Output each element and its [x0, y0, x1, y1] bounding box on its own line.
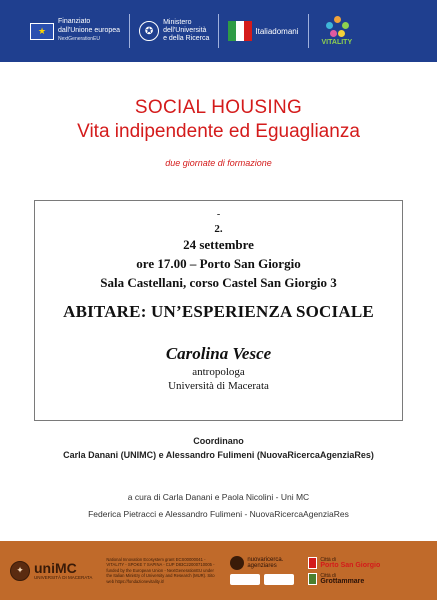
- speaker-role: antropologa: [192, 366, 245, 378]
- mur-line3: e della Ricerca: [163, 35, 210, 42]
- italiadomani-label: Italiadomani: [255, 26, 299, 36]
- session-number: 2.: [214, 223, 223, 235]
- eu-flag-icon: ★: [30, 23, 54, 40]
- vitality-dots-icon: [324, 16, 350, 38]
- nuovaricerca-line1: nuovaricerca.: [247, 556, 284, 563]
- programme-box: [34, 200, 403, 421]
- italiadomani-logo: [228, 21, 298, 41]
- unimc-name: uniMC: [34, 560, 77, 576]
- curated-line-1: a cura di Carla Danani e Paola Nicolini - Uni MC: [127, 492, 310, 502]
- city-logos: [308, 555, 380, 587]
- tagline: due giornate di formazione: [165, 158, 272, 168]
- unimc-logo: [10, 561, 92, 581]
- partner-badge-icon: [230, 574, 260, 585]
- grottammare-logo: [308, 573, 380, 585]
- eu-logo: [8, 18, 120, 44]
- vitality-logo: [322, 16, 353, 46]
- university-seal-icon: ✦: [10, 561, 30, 581]
- eu-line2: dall'Unione europea: [58, 26, 121, 34]
- header-divider: [308, 14, 309, 48]
- nuovaricerca-line2: agenziares: [247, 563, 277, 569]
- city2-name: Grottammare: [320, 577, 365, 585]
- city-shield-icon: [308, 573, 317, 585]
- main-title: SOCIAL HOUSING: [134, 97, 303, 118]
- subtitle: Vita indipendente ed Eguaglianza: [77, 121, 360, 142]
- header-band: [0, 0, 437, 62]
- speaker-name: Carolina Vesce: [165, 344, 272, 363]
- city-shield-icon: [308, 557, 317, 569]
- mur-line2: dell'Università: [163, 27, 207, 34]
- nuovaricerca-logo: [230, 556, 298, 585]
- funding-text: National Innovation Ecosystem grant ECS00000041 - VITALITY - SPOKE 7 SAPINA - CUP D83C22000710005 - funded by the European Union - NextGenerationEU under the Italian Ministry of University and Research (MUR). Sito web https://fondazionevitality.it/: [106, 556, 215, 584]
- session-time: ore 17.00 – Porto San Giorgio: [136, 256, 301, 271]
- porto-san-giorgio-logo: [308, 557, 380, 569]
- mur-logo: [139, 19, 209, 43]
- speaker-affiliation: Università di Macerata: [168, 380, 269, 392]
- header-divider: [218, 14, 219, 48]
- programme-dash: -: [216, 209, 221, 220]
- italian-emblem-icon: ✪: [139, 21, 159, 41]
- eu-line3: NextGenerationEU: [58, 36, 100, 43]
- session-date: 24 settembre: [183, 237, 254, 252]
- coordination-names: Carla Danani (UNIMC) e Alessandro Fulimeni (NuovaRicercaAgenziaRes): [63, 450, 374, 460]
- city1-small: Città di: [320, 556, 336, 563]
- partner-badge-icon: [264, 574, 294, 585]
- nuovaricerca-mark-icon: [230, 556, 244, 570]
- mur-line1: Ministero: [163, 19, 192, 26]
- vitality-label: VITALITY: [321, 39, 353, 46]
- coordination-heading: Coordinano: [193, 436, 244, 446]
- eu-line1: Finanziato: [58, 18, 91, 26]
- footer-band: [0, 541, 437, 600]
- session-place: Sala Castellani, corso Castel San Giorgio 3: [100, 275, 337, 290]
- city1-name: Porto San Giorgio: [320, 561, 381, 569]
- partner-logos: [230, 555, 380, 587]
- curated-line-2: Federica Pietracci e Alessandro Fulimeni - NuovaRicercaAgenziaRes: [88, 509, 349, 519]
- city2-small: Città di: [320, 572, 336, 579]
- unimc-subtitle: UNIVERSITÀ DI MACERATA: [34, 575, 93, 580]
- italia-flag-icon: [228, 21, 252, 41]
- session-theme: ABITARE: UN’ESPERIENZA SOCIALE: [63, 302, 374, 321]
- header-divider: [129, 14, 130, 48]
